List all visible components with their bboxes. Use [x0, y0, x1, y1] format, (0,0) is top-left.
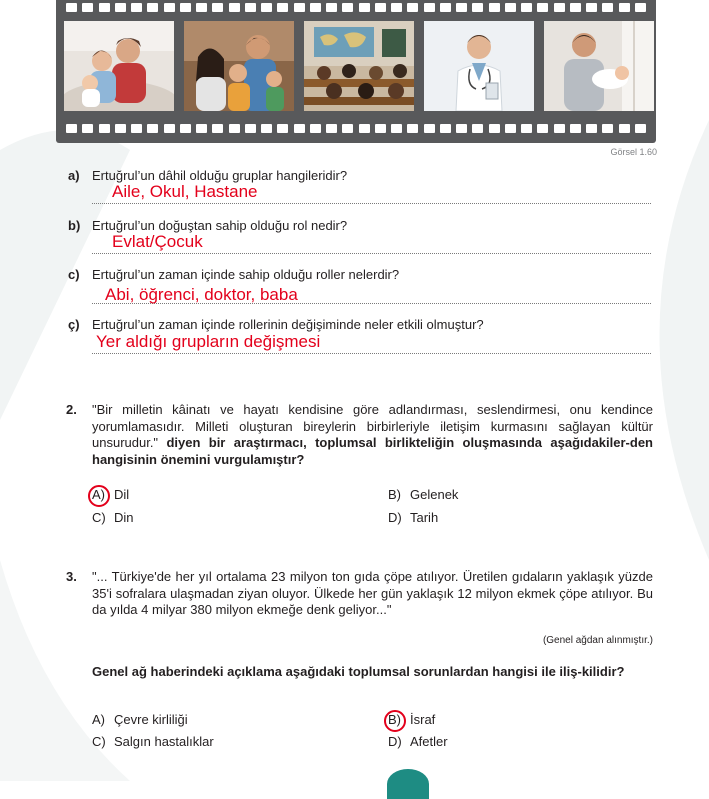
film-perforation	[164, 3, 175, 12]
photo-family-with-children	[184, 21, 294, 111]
film-perforations-bottom	[66, 124, 646, 133]
film-perforation	[635, 124, 646, 133]
film-perforation	[472, 124, 483, 133]
film-perforation	[554, 124, 565, 133]
film-perforation	[505, 124, 516, 133]
film-perforation	[261, 124, 272, 133]
answer-line-cedilla	[92, 353, 651, 354]
film-perforations-top	[66, 3, 646, 12]
selected-answer-circle	[384, 710, 406, 732]
option-text: Dil	[114, 487, 130, 502]
film-perforation	[245, 124, 256, 133]
film-perforation	[66, 124, 77, 133]
question-letter: c)	[68, 267, 80, 282]
q3-option-c[interactable]	[92, 734, 214, 749]
question-3-number: 3.	[66, 569, 77, 584]
film-perforation	[277, 3, 288, 12]
film-perforation	[619, 124, 630, 133]
question-2-stem	[92, 402, 653, 468]
film-perforation	[131, 124, 142, 133]
option-text: Salgın hastalıklar	[114, 734, 214, 749]
film-perforation	[489, 3, 500, 12]
film-perforation	[310, 3, 321, 12]
film-perforation	[99, 124, 110, 133]
film-perforation	[342, 124, 353, 133]
photo-classroom	[304, 21, 414, 111]
film-perforation	[424, 3, 435, 12]
film-perforation	[489, 124, 500, 133]
question-text: Ertuğrul’un zaman içinde rollerinin değişiminde neler etkili olmuştur?	[92, 317, 484, 332]
film-perforation	[407, 124, 418, 133]
q3-option-a[interactable]	[92, 712, 188, 727]
option-letter: B)	[388, 487, 401, 502]
film-perforation	[180, 124, 191, 133]
option-text: Tarih	[410, 510, 439, 525]
film-perforation	[570, 124, 581, 133]
answer-b: Evlat/Çocuk	[112, 232, 203, 251]
film-perforation	[602, 3, 613, 12]
film-perforation	[147, 3, 158, 12]
option-letter: C)	[92, 510, 106, 525]
option-letter: D)	[388, 734, 402, 749]
film-perforation	[554, 3, 565, 12]
figure-caption: Görsel 1.60	[610, 147, 657, 157]
film-perforation	[66, 3, 77, 12]
answer-cedilla: Yer aldığı grupların değişmesi	[96, 332, 321, 351]
film-perforation	[131, 3, 142, 12]
film-perforation	[229, 124, 240, 133]
film-perforation	[342, 3, 353, 12]
answer-line-b	[92, 253, 651, 254]
film-perforation	[602, 124, 613, 133]
film-perforation	[391, 3, 402, 12]
option-text: İsraf	[410, 712, 436, 727]
q3-option-d[interactable]	[388, 734, 448, 749]
film-perforation	[115, 3, 126, 12]
film-perforation	[229, 3, 240, 12]
film-perforation	[115, 124, 126, 133]
photo-doctor	[424, 21, 534, 111]
question-text: Ertuğrul’un dâhil olduğu gruplar hangileridir?	[92, 168, 348, 183]
film-perforation	[537, 3, 548, 12]
film-perforation	[294, 3, 305, 12]
q2-option-b[interactable]	[388, 487, 458, 502]
selected-answer-circle	[88, 485, 110, 507]
film-perforation	[521, 124, 532, 133]
film-perforation	[99, 3, 110, 12]
option-letter: A)	[92, 712, 105, 727]
film-perforation	[619, 3, 630, 12]
option-text: Çevre kirliliği	[114, 712, 188, 727]
question-letter: a)	[68, 168, 80, 183]
page-number-tab	[387, 769, 429, 799]
film-perforation	[375, 124, 386, 133]
film-strip	[56, 0, 656, 143]
question-3-prompt: Genel ağ haberindeki açıklama aşağıdaki toplumsal sorunlardan hangisi ile iliş-kilidir?	[92, 664, 625, 679]
film-perforation	[326, 124, 337, 133]
film-perforation	[82, 124, 93, 133]
film-perforation	[375, 3, 386, 12]
film-perforation	[570, 3, 581, 12]
option-letter: A)	[92, 487, 105, 502]
film-perforation	[635, 3, 646, 12]
film-perforation	[359, 124, 370, 133]
question-text: Ertuğrul’un doğuştan sahip olduğu rol nedir?	[92, 218, 348, 233]
film-perforation	[82, 3, 93, 12]
option-text: Gelenek	[410, 487, 459, 502]
film-perforation	[261, 3, 272, 12]
film-perforation	[212, 124, 223, 133]
film-perforation	[424, 124, 435, 133]
film-perforation	[505, 3, 516, 12]
film-perforation	[440, 124, 451, 133]
film-perforation	[440, 3, 451, 12]
film-perforation	[196, 124, 207, 133]
option-letter: C)	[92, 734, 106, 749]
source-note: (Genel ağdan alınmıştır.)	[542, 635, 653, 646]
option-text: Din	[114, 510, 134, 525]
question-2-prompt: diyen bir araştırmacı, toplumsal birlikteliğin oluşmasında aşağıdakiler-den hangisinin önemini vurgulamıştır?	[92, 435, 653, 467]
film-perforation	[521, 3, 532, 12]
film-perforation	[180, 3, 191, 12]
answer-a: Aile, Okul, Hastane	[112, 182, 258, 201]
film-perforation	[310, 124, 321, 133]
film-perforation	[196, 3, 207, 12]
film-perforation	[164, 124, 175, 133]
question-letter: b)	[68, 218, 81, 233]
film-perforation	[407, 3, 418, 12]
option-letter: D)	[388, 510, 402, 525]
film-perforation	[359, 3, 370, 12]
q2-option-c[interactable]	[92, 510, 134, 525]
film-perforation	[586, 3, 597, 12]
film-perforation	[277, 124, 288, 133]
film-perforation	[245, 3, 256, 12]
film-perforation	[456, 124, 467, 133]
film-perforation	[537, 124, 548, 133]
film-perforation	[472, 3, 483, 12]
question-2-quote: "Bir milletin kâinatı ve hayatı kendisine göre adlandırması, seslendirmesi, onu kendince yorumlamasıdır. Milleti oluşturan bireylerin birbirleriyle iletişim kurmasını sağlayan kültür unsurudur."	[92, 402, 653, 450]
film-perforation	[147, 124, 158, 133]
answer-line-a	[92, 203, 651, 204]
question-letter: ç)	[68, 317, 80, 332]
q2-option-d[interactable]	[388, 510, 438, 525]
film-perforation	[212, 3, 223, 12]
option-letter: B)	[388, 712, 401, 727]
question-text: Ertuğrul’un zaman içinde sahip olduğu roller nelerdir?	[92, 267, 400, 282]
photo-father-with-baby	[544, 21, 654, 111]
film-perforation	[391, 124, 402, 133]
film-perforation	[294, 124, 305, 133]
photo-family-with-baby	[64, 21, 174, 111]
question-3-quote: "... Türkiye'de her yıl ortalama 23 milyon ton gıda çöpe atılıyor. Üretilen gıdaların yaklaşık yüzde 35'i sofralara ulaşmadan ziyan oluyor. Ülkede her gün yaklaşık 12 milyon ekmek çöpe atılıyor. Bu da yılda 4 milyar 380 milyon ekmeğe denk geliyor..."	[92, 569, 653, 617]
question-2-number: 2.	[66, 402, 77, 417]
option-text: Afetler	[410, 734, 448, 749]
film-perforation	[456, 3, 467, 12]
film-perforation	[586, 124, 597, 133]
answer-c: Abi, öğrenci, doktor, baba	[105, 285, 298, 304]
film-perforation	[326, 3, 337, 12]
